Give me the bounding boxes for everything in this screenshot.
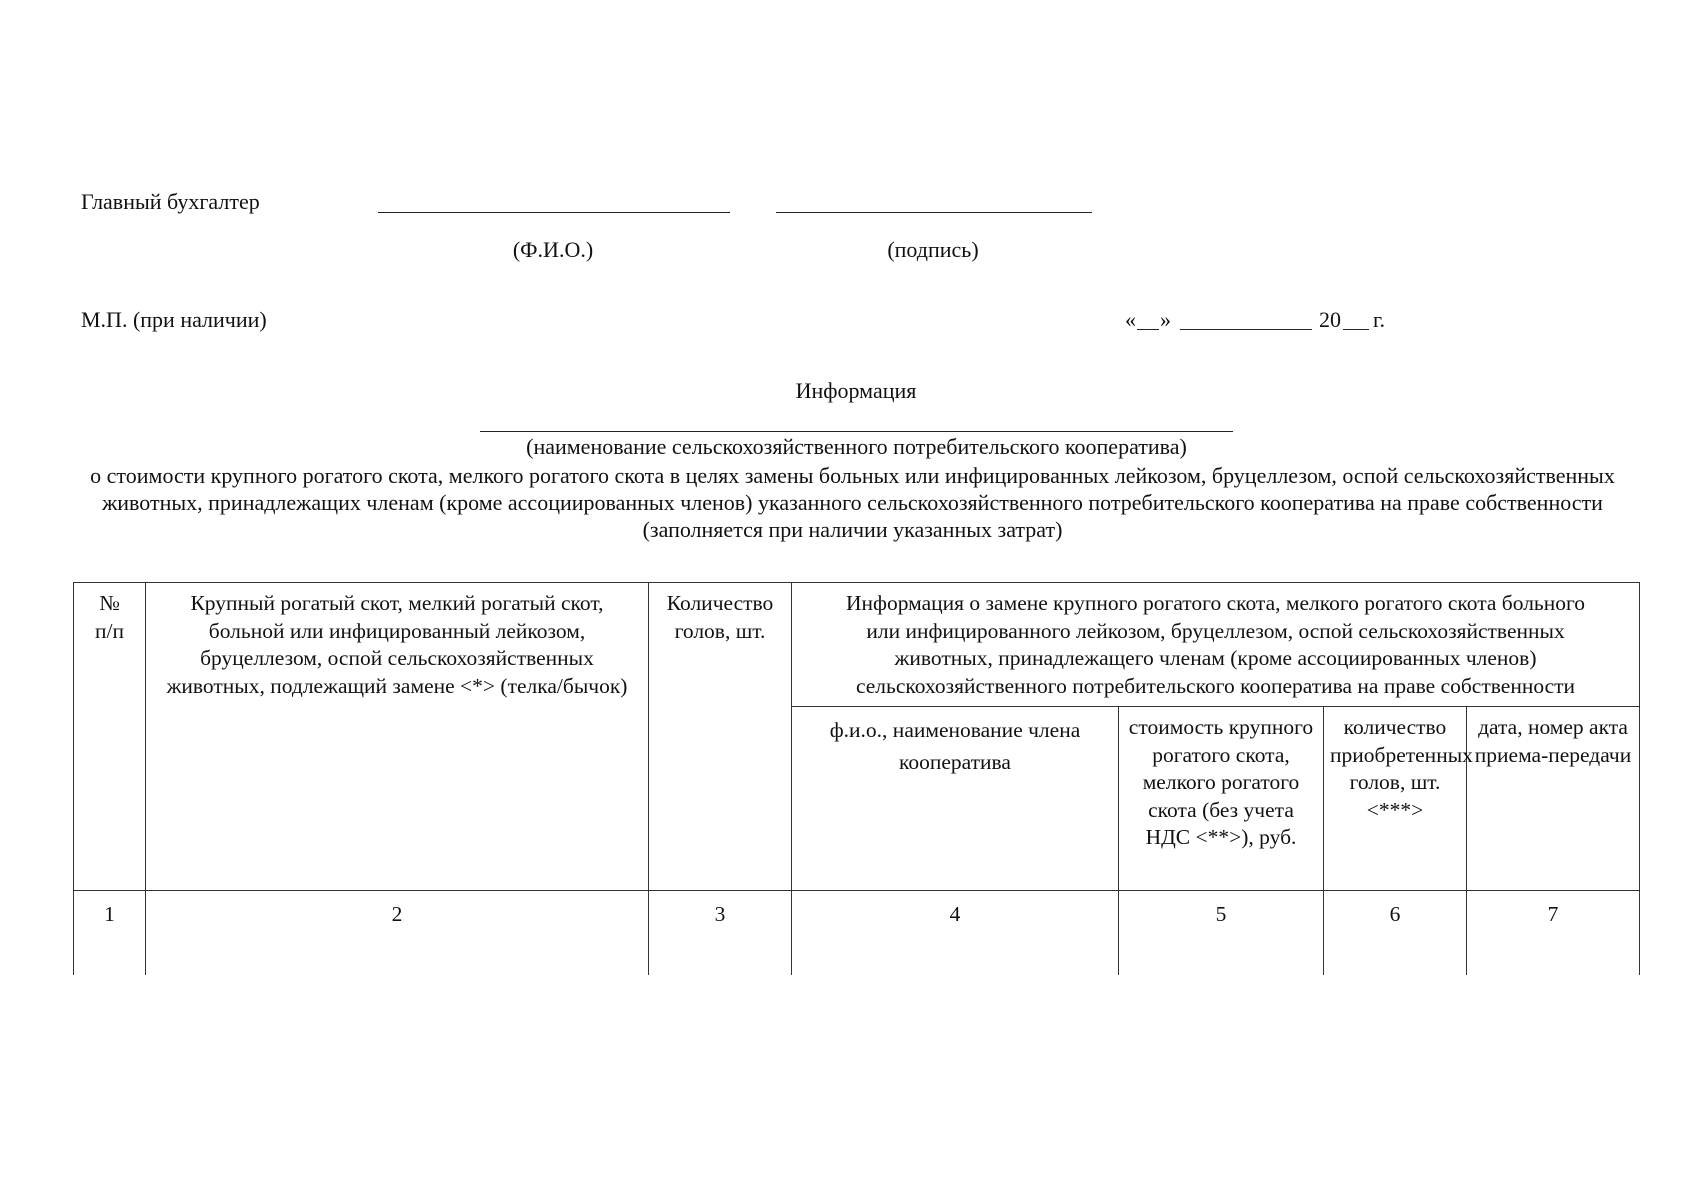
- column-number-cell: 5: [1119, 891, 1324, 976]
- stamp-label: М.П. (при наличии): [81, 307, 267, 332]
- month-line[interactable]: [1180, 329, 1312, 330]
- table-header-row: [74, 583, 1640, 707]
- information-description: о стоимости крупного рогатого скота, мелкого рогатого скота в целях замены больных или инфицированных лейкозом, бруцеллезом, оспой сельскохозяйственных животных, принадлежащих членам (кроме ассоциированных членов) указанного сельскохозяйственного потребительского кооператива на праве собственности: [90, 463, 1615, 515]
- column-number-cell: 4: [792, 891, 1119, 976]
- col-livestock-header: Крупный рогатый скот, мелкий рогатый скот, больной или инфицированный лейкозом, бруцеллезом, оспой сельскохозяйственных животных, подлежащий замене <*> (телка/бычок): [146, 583, 649, 891]
- column-number-cell: 7: [1467, 891, 1640, 976]
- year-prefix: 20: [1319, 307, 1341, 332]
- fill-note: (заполняется при наличии указанных затрат): [642, 517, 1063, 542]
- column-number-cell: 2: [146, 891, 649, 976]
- cooperative-name-caption: (наименование сельскохозяйственного потребительского кооператива): [526, 434, 1187, 459]
- year-suffix: г.: [1373, 307, 1386, 332]
- signature-line[interactable]: [776, 212, 1092, 213]
- column-number-row: [74, 891, 1640, 976]
- column-number-cell: 6: [1324, 891, 1467, 976]
- year-line[interactable]: [1343, 329, 1369, 330]
- col-cost-header: стоимость крупного рогатого скота, мелкого рогатого скота (без учета НДС <**>), руб.: [1119, 707, 1324, 891]
- replacement-group-header: Информация о замене крупного рогатого скота, мелкого рогатого скота больного или инфицированного лейкозом, бруцеллезом, оспой сельскохозяйственных животных, принадлежащего членам (кроме ассоциированных членов) сельскохозяйственного потребительского кооператива на праве собственности: [792, 583, 1640, 707]
- col-number-header: № п/п: [74, 583, 146, 891]
- col-act-date-header: дата, номер акта приема-передачи: [1467, 707, 1640, 891]
- col-purchased-count-header: количество приобретенных голов, шт. <***>: [1324, 707, 1467, 891]
- cooperative-name-line[interactable]: [480, 431, 1233, 432]
- column-number-cell: 3: [649, 891, 792, 976]
- column-number-cell: 1: [74, 891, 146, 976]
- chief-accountant-label: Главный бухгалтер: [81, 189, 260, 214]
- signature-caption: (подпись): [887, 237, 979, 262]
- fio-caption: (Ф.И.О.): [512, 237, 594, 262]
- fio-line[interactable]: [378, 212, 730, 213]
- livestock-replacement-table: [73, 582, 1640, 975]
- day-line[interactable]: [1137, 329, 1159, 330]
- col-member-name-header: ф.и.о., наименование члена кооператива: [792, 707, 1119, 891]
- date-close-quote: »: [1160, 307, 1171, 332]
- information-description-block: [70, 462, 1635, 543]
- col-head-count-header: Количество голов, шт.: [649, 583, 792, 891]
- date-open-quote: «: [1125, 307, 1136, 332]
- document-title: Информация: [795, 378, 917, 403]
